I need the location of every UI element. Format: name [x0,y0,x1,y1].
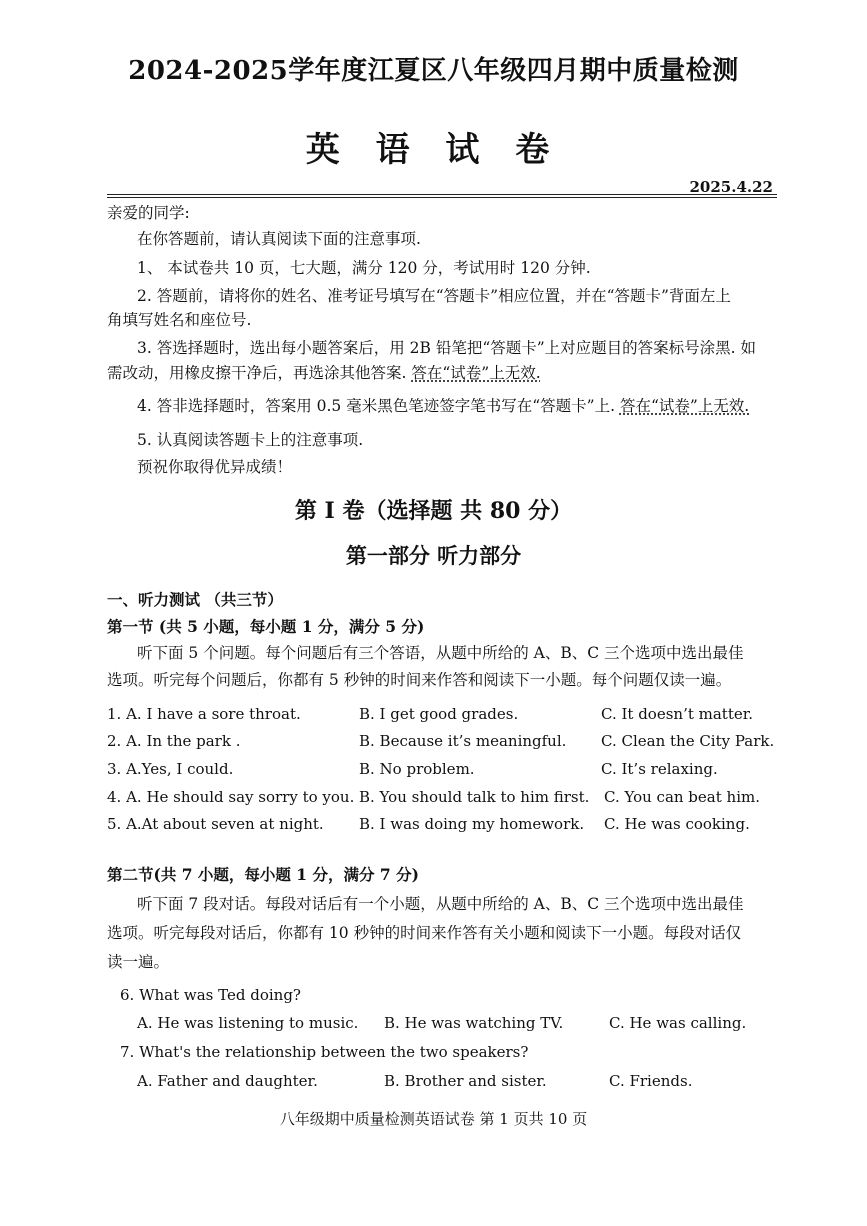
section-1-instruction-b: 选项。听完每个问题后，你都有 5 秒钟的时间来作答和阅读下一小题。每个问题仅读一遍。 [107,671,732,689]
section-2-instruction-c: 读一遍。 [107,953,170,971]
notice-item-2b: 角填写姓名和座位号. [107,311,252,329]
q2-option-a: 2. A. In the park . [107,732,241,750]
q7-option-a: A. Father and daughter. [137,1072,318,1090]
q2-option-b: B. Because it’s meaningful. [359,732,567,750]
q3-option-b: B. No problem. [359,760,475,778]
q6-option-c: C. He was calling. [609,1014,747,1032]
page-footer: 八年级期中质量检测英语试卷 第 1 页共 10 页 [279,1110,588,1128]
q3-option-c: C. It’s relaxing. [601,760,718,778]
exam-title: 2024-2025学年度江夏区八年级四月期中质量检测 [128,56,739,86]
q3-option-a: 3. A.Yes, I could. [107,760,234,778]
header-rule-bottom [107,197,777,198]
q4-option-a: 4. A. He should say sorry to you. [107,788,355,806]
q5-option-c: C. He was cooking. [604,815,750,833]
q5-option-b: B. I was doing my homework. [359,815,585,833]
q2-option-c: C. Clean the City Park. [601,732,775,750]
notice-item-4-emphasis: 答在“试卷”上无效. [619,397,750,415]
q5-option-a: 5. A.At about seven at night. [107,815,324,833]
q1-option-b: B. I get good grades. [359,705,519,723]
notice-item-4 [137,397,749,416]
notice-item-2a: 2. 答题前，请将你的姓名、准考证号填写在“答题卡”相应位置，并在“答题卡”背面左上 [137,287,731,305]
section-1-title: 第一节 (共 5 小题，每小题 1 分，满分 5 分) [107,617,425,636]
q7-option-c: C. Friends. [609,1072,693,1090]
notice-wish: 预祝你取得优异成绩！ [137,458,293,476]
notice-item-4-text: 4. 答非选择题时，答案用 0.5 毫米黑色笔迹签字笔书写在“答题卡”上. [137,397,620,415]
notice-item-3b-text: 需改动，用橡皮擦干净后，再选涂其他答案. [107,364,412,382]
section-2-instruction-b: 选项。听完每段对话后，你都有 10 秒钟的时间来作答有关小题和阅读下一小题。每段对话仅 [107,924,742,942]
notice-item-5: 5. 认真阅读答题卡上的注意事项. [137,431,364,449]
notice-intro: 在你答题前，请认真阅读下面的注意事项. [137,230,421,248]
q4-option-c: C. You can beat him. [604,788,760,806]
part-title: 第一部分 听力部分 [345,543,522,568]
q7-stem: 7. What's the relationship between the two speakers? [120,1043,529,1061]
notice-item-3b [107,364,541,383]
notice-item-3a: 3. 答选择题时，选出每小题答案后，用 2B 铅笔把“答题卡”上对应题目的答案标号涂黑. 如 [137,339,757,357]
q7-option-b: B. Brother and sister. [384,1072,547,1090]
q1-option-c: C. It doesn’t matter. [601,705,754,723]
q6-option-b: B. He was watching TV. [384,1014,564,1032]
volume-title: 第 I 卷（选择题 共 80 分） [294,498,573,524]
notice-item-3b-emphasis: 答在“试卷”上无效. [411,364,541,382]
q6-option-a: A. He was listening to music. [137,1014,359,1032]
header-rule-top [107,194,777,195]
section-1-instruction-a: 听下面 5 个问题。每个问题后有三个答语，从题中所给的 A、B、C 三个选项中选出最佳 [137,644,744,662]
greeting: 亲爱的同学: [107,204,190,222]
exam-date: 2025.4.22 [689,178,773,196]
q4-option-b: B. You should talk to him first. [359,788,590,806]
q1-option-a: 1. A. I have a sore throat. [107,705,301,723]
listening-heading: 一、听力测试 （共三节） [107,590,283,609]
notice-item-1: 1、 本试卷共 10 页，七大题，满分 120 分，考试用时 120 分钟. [137,259,591,277]
section-2-title: 第二节(共 7 小题，每小题 1 分，满分 7 分) [107,865,419,884]
section-2-instruction-a: 听下面 7 段对话。每段对话后有一个小题，从题中所给的 A、B、C 三个选项中选出最佳 [137,895,744,913]
q6-stem: 6. What was Ted doing? [120,986,301,1004]
exam-subtitle: 英 语 试 卷 [305,130,562,170]
